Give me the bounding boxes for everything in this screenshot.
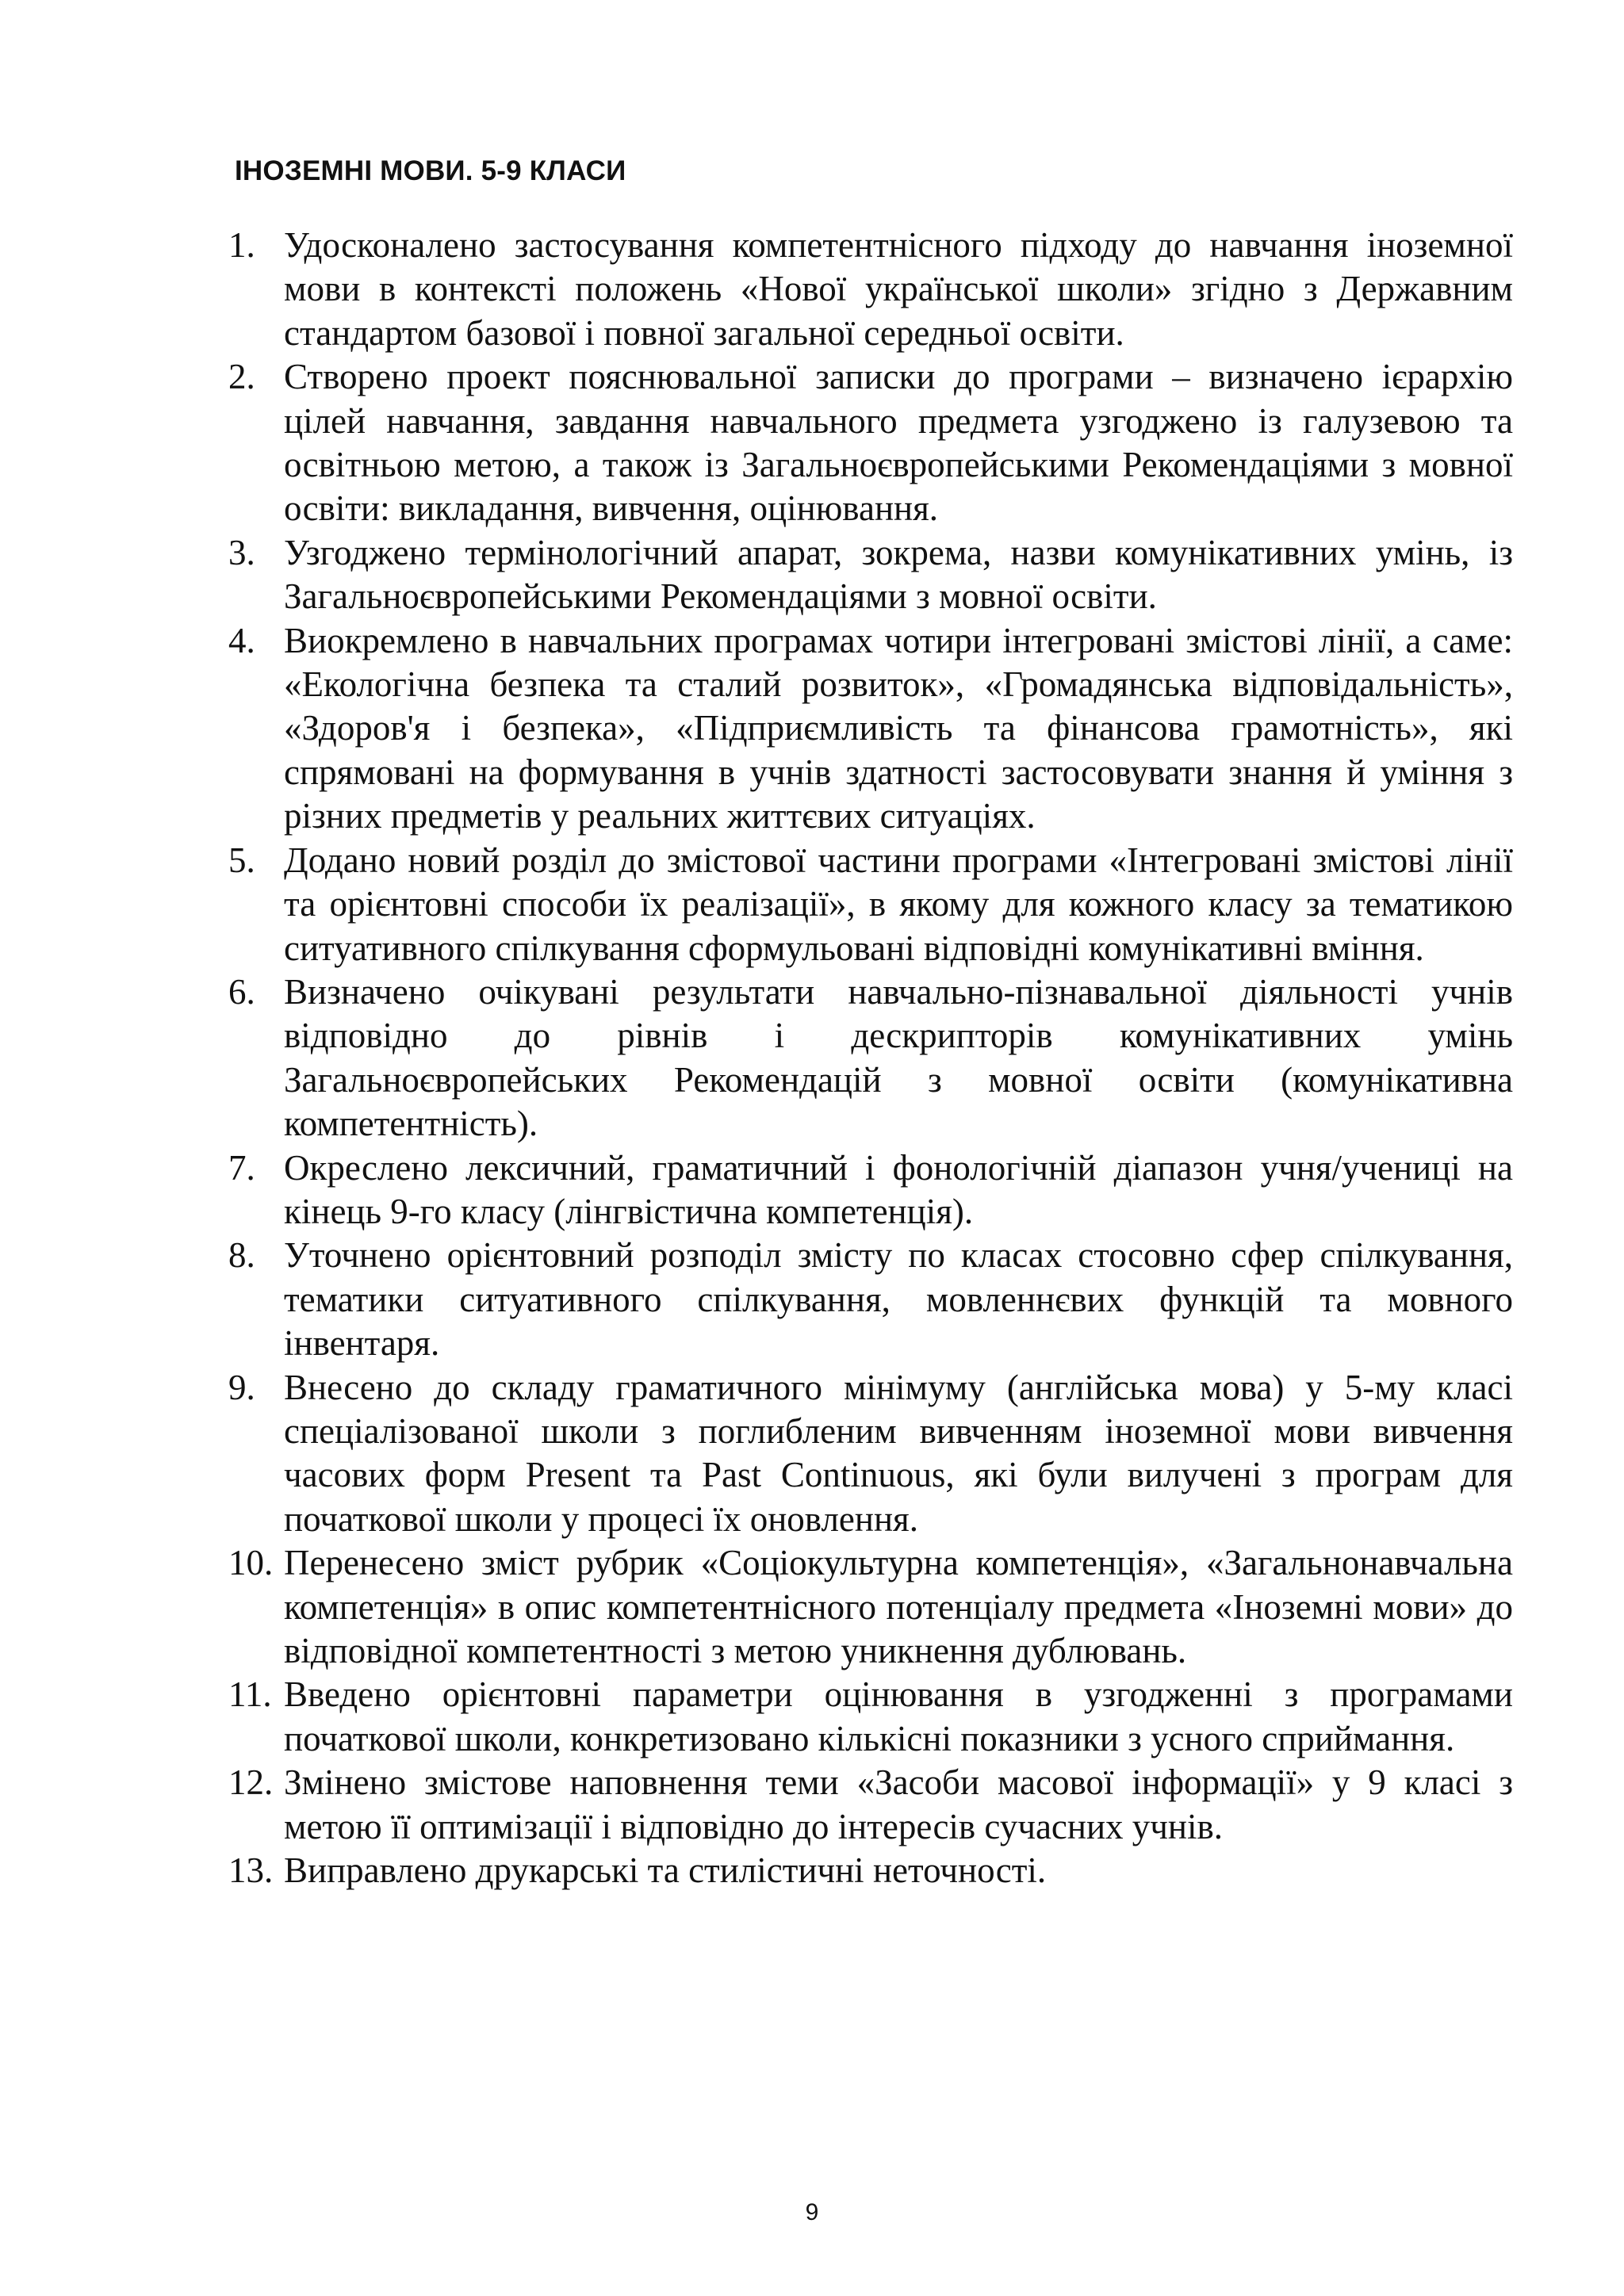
page-number: 9 [805, 2199, 819, 2225]
changes-list [228, 224, 1513, 1892]
list-item [228, 1673, 1513, 1761]
list-item [228, 1234, 1513, 1365]
list-item-text: Окреслено лексичний, граматичний і фонологічній діапазон учня/учениці на кінець 9-го класу (лінгвістична компетенція). [284, 1147, 1513, 1231]
list-item-text: Внесено до складу граматичного мінімуму (англійська мова) у 5-му класі спеціалізованої школи з поглибленим вивченням іноземної мови вивчення часових форм Present та Past Continuous, які були вилучені з програм для початкової школи у процесі їх оновлення. [284, 1367, 1513, 1539]
list-item-text: Узгоджено термінологічний апарат, зокрема, назви комунікативних умінь, із Загальноєвропейськими Рекомендаціями з мовної освіти. [284, 532, 1513, 617]
list-item-text: Додано новий розділ до змістової частини програми «Інтегровані змістові лінії та орієнтовні способи їх реалізації», в якому для кожного класу за тематикою ситуативного спілкування сформульовані відповідні комунікативні вміння. [284, 840, 1513, 968]
list-item-text: Удосконалено застосування компетентнісного підходу до навчання іноземної мови в контексті положень «Нової української школи» згідно з Державним стандартом базової і повної загальної середньої освіти. [284, 225, 1513, 353]
list-item-text: Створено проект пояснювальної записки до програми – визначено ієрархію цілей навчання, завдання навчального предмета узгоджено із галузевою та освітньою метою, а також із Загальноєвропейськими Рекомендаціями з мовної освіти: викладання, вивчення, оцінювання. [284, 357, 1513, 529]
list-item [228, 839, 1513, 970]
list-item-number: 6. [228, 971, 255, 1012]
list-item-number: 3. [228, 532, 255, 572]
list-item [228, 1849, 1513, 1892]
section-heading: ІНОЗЕМНІ МОВИ. 5-9 КЛАСИ [235, 155, 626, 186]
list-item-text: Визначено очікувані результати навчально-пізнавальної діяльності учнів відповідно до рівнів і дескрипторів комунікативних умінь Загальноєвропейських Рекомендацій з мовної освіти (комунікативна компетентність). [284, 971, 1513, 1144]
list-item-number: 11. [228, 1674, 272, 1715]
list-item-number: 7. [228, 1147, 255, 1188]
list-item-text: Уточнено орієнтовний розподіл змісту по класах стосовно сфер спілкування, тематики ситуативного спілкування, мовленнєвих функцій та мовного інвентаря. [284, 1235, 1513, 1364]
list-item [228, 224, 1513, 355]
list-item [228, 355, 1513, 531]
list-item [228, 1366, 1513, 1542]
list-item [228, 1541, 1513, 1673]
list-item-text: Змінено змістове наповнення теми «Засоби масової інформації» у 9 класі з метою її оптимізації і відповідно до інтересів сучасних учнів. [284, 1762, 1513, 1846]
list-item-number: 1. [228, 225, 255, 265]
list-item [228, 619, 1513, 839]
list-item-number: 10. [228, 1543, 274, 1583]
list-item [228, 531, 1513, 619]
list-item-text: Виокремлено в навчальних програмах чотири інтегровані змістові лінії, а саме: «Екологічна безпека та сталий розвиток», «Громадянська відповідальність», «Здоров'я і безпека», «Підприємливість та фінансова грамотність», які спрямовані на формування в учнів здатності застосовувати знання й уміння з різних предметів у реальних життєвих ситуаціях. [284, 620, 1513, 836]
list-item-number: 5. [228, 840, 255, 880]
list-item-text: Перенесено зміст рубрик «Соціокультурна компетенція», «Загальнонавчальна компетенція» в опис компетентнісного потенціалу предмета «Іноземні мови» до відповідної компетентності з метою уникнення дублювань. [284, 1543, 1513, 1670]
list-item [228, 1146, 1513, 1234]
list-item [228, 970, 1513, 1146]
list-item-text: Виправлено друкарські та стилістичні неточності. [284, 1850, 1047, 1891]
list-item [228, 1761, 1513, 1849]
list-item-number: 12. [228, 1762, 274, 1803]
list-item-number: 2. [228, 357, 255, 397]
list-item-text: Введено орієнтовні параметри оцінювання в узгодженні з програмами початкової школи, конкретизовано кількісні показники з усного сприймання. [284, 1674, 1513, 1758]
list-item-number: 8. [228, 1235, 255, 1276]
list-item-number: 13. [228, 1850, 274, 1891]
list-item-number: 4. [228, 620, 255, 660]
list-item-number: 9. [228, 1367, 255, 1407]
